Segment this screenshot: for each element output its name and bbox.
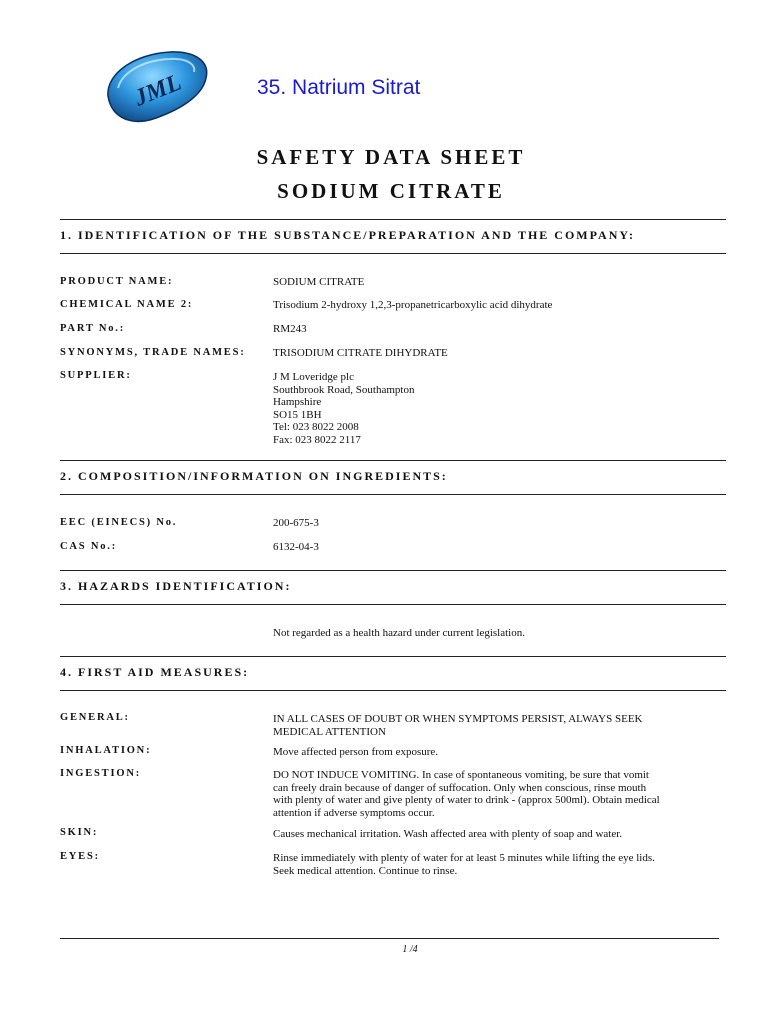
divider <box>60 604 726 605</box>
substance-title: SODIUM CITRATE <box>277 179 505 203</box>
eyes-value: Rinse immediately with plenty of water for at least 5 minutes while lifting the eye lids. Seek medical attention. Continue to rinse. <box>273 852 655 877</box>
einecs-value: 200-675-3 <box>273 517 319 529</box>
inhalation-label: INHALATION: <box>60 745 152 756</box>
eyes-label: EYES: <box>60 851 100 862</box>
page-number: 1 /4 <box>402 944 418 955</box>
document-title: SAFETY DATA SHEET <box>256 145 526 169</box>
synonyms-label: SYNONYMS, TRADE NAMES: <box>60 347 246 358</box>
product-label: 35. Natrium Sitrat <box>257 76 421 99</box>
company-logo <box>100 48 212 126</box>
hazards-text: Not regarded as a health hazard under current legislation. <box>273 627 525 639</box>
logo-text: JML <box>130 69 186 112</box>
divider <box>60 219 726 220</box>
part-no-label: PART No.: <box>60 323 126 334</box>
divider <box>60 690 726 691</box>
chemical-name-label: CHEMICAL NAME 2: <box>60 299 194 310</box>
supplier-label: SUPPLIER: <box>60 370 132 381</box>
cas-label: CAS No.: <box>60 541 117 552</box>
divider <box>60 253 726 254</box>
part-no-value: RM243 <box>273 323 307 335</box>
divider <box>60 570 726 571</box>
supplier-value: J M Loveridge plc Southbrook Road, Southampton Hampshire SO15 1BH Tel: 023 8022 2008 Fax: 023 8022 2117 <box>273 371 415 446</box>
general-value: IN ALL CASES OF DOUBT OR WHEN SYMPTOMS PERSIST, ALWAYS SEEK MEDICAL ATTENTION <box>273 713 643 738</box>
skin-value: Causes mechanical irritation. Wash affected area with plenty of soap and water. <box>273 828 623 840</box>
cas-value: 6132-04-3 <box>273 541 319 553</box>
section-4-heading: 4. FIRST AID MEASURES: <box>60 665 250 679</box>
section-3-heading: 3. HAZARDS IDENTIFICATION: <box>60 579 292 593</box>
chemical-name-value: Trisodium 2-hydroxy 1,2,3-propanetricarboxylic acid dihydrate <box>273 299 553 311</box>
einecs-label: EEC (EINECS) No. <box>60 517 178 528</box>
divider <box>60 656 726 657</box>
synonyms-value: TRISODIUM CITRATE DIHYDRATE <box>273 347 448 359</box>
general-label: GENERAL: <box>60 712 130 723</box>
section-1-heading: 1. IDENTIFICATION OF THE SUBSTANCE/PREPARATION AND THE COMPANY: <box>60 228 635 242</box>
footer-divider <box>60 938 719 939</box>
product-name-value: SODIUM CITRATE <box>273 276 365 288</box>
inhalation-value: Move affected person from exposure. <box>273 746 439 758</box>
ingestion-value: DO NOT INDUCE VOMITING. In case of spontaneous vomiting, be sure that vomit can freely drain because of danger of suffocation. Only when conscious, rinse mouth with plenty of water and give plenty of water to drink - (approx 500ml). Obtain medical attention if adverse symptoms occur. <box>273 769 660 819</box>
divider <box>60 494 726 495</box>
skin-label: SKIN: <box>60 827 99 838</box>
divider <box>60 460 726 461</box>
ingestion-label: INGESTION: <box>60 768 142 779</box>
product-name-label: PRODUCT NAME: <box>60 276 174 287</box>
section-2-heading: 2. COMPOSITION/INFORMATION ON INGREDIENTS: <box>60 469 448 483</box>
